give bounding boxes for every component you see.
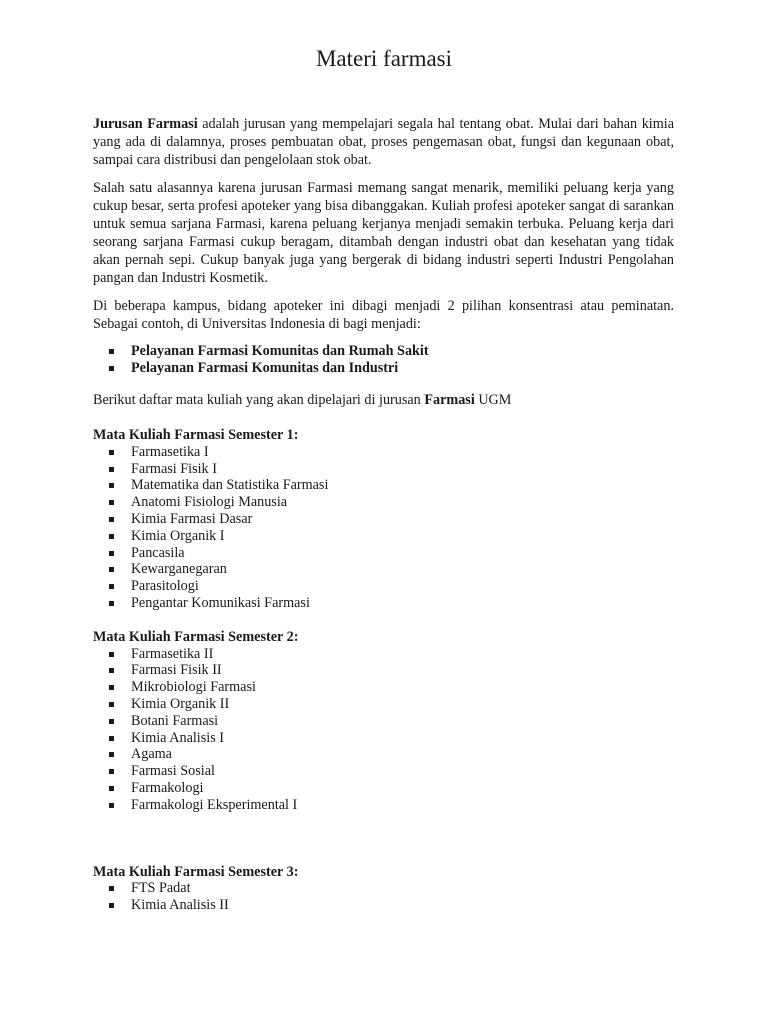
semester-1-section <box>93 427 674 612</box>
course-item: Farmasi Sosial <box>93 763 674 780</box>
concentration-item: Pelayanan Farmasi Komunitas dan Rumah Sakit <box>93 343 674 360</box>
square-bullet-icon <box>109 803 114 808</box>
concentration-list <box>93 343 674 377</box>
course-item: Kimia Analisis II <box>93 897 674 914</box>
square-bullet-icon <box>109 668 114 673</box>
concentration-item: Pelayanan Farmasi Komunitas dan Industri <box>93 360 674 377</box>
course-item: Kimia Organik I <box>93 528 674 545</box>
square-bullet-icon <box>109 349 114 354</box>
square-bullet-icon <box>109 903 114 908</box>
semester-3-course-list <box>93 880 674 914</box>
page-title: Materi farmasi <box>315 46 453 71</box>
document-body <box>93 115 674 914</box>
course-item: Mikrobiologi Farmasi <box>93 679 674 696</box>
course-item: Kewarganegaran <box>93 561 674 578</box>
course-item: Matematika dan Statistika Farmasi <box>93 477 674 494</box>
square-bullet-icon <box>109 450 114 455</box>
course-item: Agama <box>93 746 674 763</box>
paragraph-concentration: Di beberapa kampus, bidang apoteker ini dibagi menjadi 2 pilihan konsentrasi atau peminatan. Sebagai contoh, di Universitas Indonesia di bagi menjadi: <box>93 298 674 332</box>
course-item: Farmasetika I <box>93 444 674 461</box>
square-bullet-icon <box>109 551 114 556</box>
course-item: Farmakologi <box>93 780 674 797</box>
square-bullet-icon <box>109 702 114 707</box>
course-item: Pengantar Komunikasi Farmasi <box>93 595 674 612</box>
square-bullet-icon <box>109 769 114 774</box>
course-item: Pancasila <box>93 545 674 562</box>
square-bullet-icon <box>109 652 114 657</box>
course-list-intro: Berikut daftar mata kuliah yang akan dipelajari di jurusan Farmasi UGM <box>93 392 512 408</box>
semester-2-section <box>93 629 674 814</box>
semester-2-course-list <box>93 646 674 814</box>
square-bullet-icon <box>109 786 114 791</box>
semester-2-heading: Mata Kuliah Farmasi Semester 2: <box>93 628 299 645</box>
semester-3-heading: Mata Kuliah Farmasi Semester 3: <box>93 863 299 880</box>
semester-1-course-list <box>93 444 674 612</box>
course-item: Farmakologi Eksperimental I <box>93 797 674 814</box>
square-bullet-icon <box>109 467 114 472</box>
square-bullet-icon <box>109 517 114 522</box>
square-bullet-icon <box>109 685 114 690</box>
course-item: Farmasi Fisik I <box>93 461 674 478</box>
square-bullet-icon <box>109 534 114 539</box>
course-item: Parasitologi <box>93 578 674 595</box>
square-bullet-icon <box>109 601 114 606</box>
square-bullet-icon <box>109 500 114 505</box>
square-bullet-icon <box>109 736 114 741</box>
square-bullet-icon <box>109 584 114 589</box>
semester-1-heading: Mata Kuliah Farmasi Semester 1: <box>93 427 299 443</box>
square-bullet-icon <box>109 886 114 891</box>
course-item: FTS Padat <box>93 880 674 897</box>
course-item: Kimia Analisis I <box>93 730 674 747</box>
intro-text: adalah jurusan yang mempelajari segala hal tentang obat. Mulai dari bahan kimia yang ada di dalamnya, proses pembuatan obat, proses pengemasan obat, fungsi dan kegunaan obat, sampai cara distribusi dan pengelolaan stok obat. <box>93 116 675 168</box>
course-item: Farmasi Fisik II <box>93 662 674 679</box>
square-bullet-icon <box>109 483 114 488</box>
square-bullet-icon <box>109 752 114 757</box>
semester-3-section <box>93 864 674 914</box>
course-item: Kimia Organik II <box>93 696 674 713</box>
square-bullet-icon <box>109 366 114 371</box>
course-item: Anatomi Fisiologi Manusia <box>93 494 674 511</box>
paragraph-career: Salah satu alasannya karena jurusan Farmasi memang sangat menarik, memiliki peluang kerja yang cukup besar, serta profesi apoteker yang bisa dibanggakan. Kuliah profesi apoteker sangat di sarankan untuk semua sarjana Farmasi, karena peluang kerjanya menjadi semakin terbuka. Peluang kerja dari seorang sarjana Farmasi cukup beragam, ditambah dengan industri obat dan kesehatan yang tidak akan pernah sepi. Cukup banyak juga yang bergerak di bidang industri seperti Industri Pengolahan pangan dan Industri Kosmetik. <box>93 180 674 286</box>
course-item: Kimia Farmasi Dasar <box>93 511 674 528</box>
course-item: Farmasetika II <box>93 646 674 663</box>
intro-paragraph <box>93 115 674 169</box>
intro-bold-lead: Jurusan Farmasi <box>93 116 198 132</box>
square-bullet-icon <box>109 567 114 572</box>
course-item: Botani Farmasi <box>93 713 674 730</box>
square-bullet-icon <box>109 719 114 724</box>
